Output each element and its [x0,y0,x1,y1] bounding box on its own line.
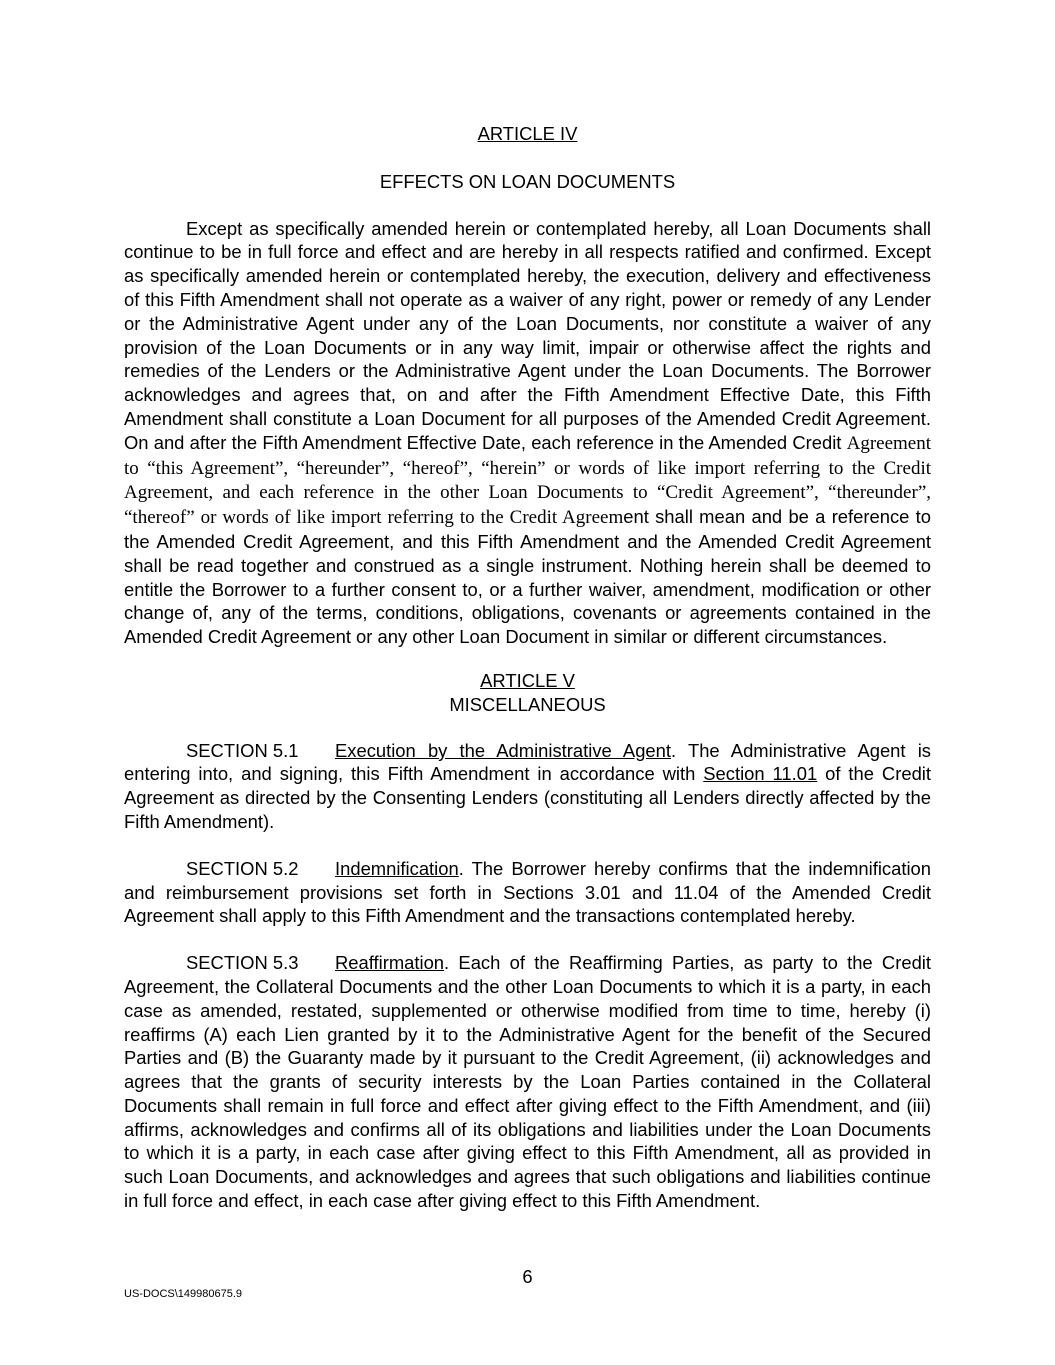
section-5-2-label: SECTION 5.2 [186,857,299,879]
section-5-3-heading: Reaffirmation [335,952,445,974]
article-v-title: ARTICLE V [480,669,575,691]
article-iv-paragraph [124,217,931,649]
section-5-1-text-a: . The Administrative Agent is entering into, and signing, this Fifth Amendment in accordance with [124,739,931,785]
article-iv-title: ARTICLE IV [477,123,578,144]
section-11-01-reference: Section 11.01 [703,763,818,785]
article-v-subtitle: MISCELLANEOUS [449,693,606,715]
section-5-2-text: . The Borrower hereby confirms that the indemnification and reimbursement provisions set forth in Sections 3.01 and 11.04 of the Amended Credit Agreement shall apply to this Fifth Amendment and the transactions contemplated hereby. [124,857,931,927]
section-5-2-heading: Indemnification [335,857,459,879]
section-5-1-heading: Execution by the Administrative Agent [335,739,671,761]
section-5-3-text: . Each of the Reaffirming Parties, as party to the Credit Agreement, the Collateral Documents and the other Loan Documents to which it is a party, in each case as amended, restated, supplemented or otherwise modified from time to time, hereby (i) reaffirms (A) each Lien granted by it to the Administrative Agent for the benefit of the Secured Parties and (B) the Guaranty made by it pursuant to the Credit Agreement, (ii) acknowledges and agrees that the grants of security interests by the Loan Parties contained in the Collateral Documents shall remain in full force and effect after giving effect to the Fifth Amendment, and (iii) affirms, acknowledges and confirms all of its obligations and liabilities under the Loan Documents to which it is a party, in each case after giving effect to this Fifth Amendment, all as provided in such Loan Documents, and acknowledges and agrees that such obligations and liabilities continue in full force and effect, in each case after giving effect to this Fifth Amendment. [124,952,931,1212]
article-iv-subtitle: EFFECTS ON LOAN DOCUMENTS [379,170,676,192]
page-number: 6 [522,1266,533,1287]
document-id: US-DOCS\149980675.9 [124,1288,243,1300]
article-iv-text-part1: Except as specifically amended herein or contemplated hereby, all Loan Documents shall continue to be in full force and effect and are hereby in all respects ratified and confirmed. Except as specifically amended herein or contemplated hereby, the execution, delivery and effectiveness of this Fifth Amendment shall not operate as a waiver of any right, power or remedy of any Lender or the Administrative Agent under any of the Loan Documents, nor constitute a waiver of any provision of the Loan Documents or in any way limit, impair or otherwise affect the rights and remedies of the Lenders or the Administrative Agent under the Loan Documents. The Borrower acknowledges and agrees that, on and after the Fifth Amendment Effective Date, this Fifth Amendment shall constitute a Loan Document for all purposes of the Amended Credit Agreement. On and after the Fifth Amendment Effective Date, each reference in the Amended Credit [124,217,931,453]
section-5-2-paragraph [124,857,931,928]
section-5-3-paragraph [124,951,931,1213]
section-5-1-text-b: of the Credit Agreement as directed by the Consenting Lenders (constituting all Lenders directly affected by the Fifth Amendment). [124,763,931,832]
article-iv-text-part3: ent shall mean and be a reference to the Amended Credit Agreement, and this Fifth Amendment and the Amended Credit Agreement shall be read together and construed as a single instrument. Nothing herein shall be deemed to entitle the Borrower to a further consent to, or a further waiver, amendment, modification or other change of, any of the terms, conditions, obligations, covenants or agreements contained in the Amended Credit Agreement or any other Loan Document in similar or different circumstances. [124,506,932,648]
section-5-3-label: SECTION 5.3 [186,952,299,974]
article-iv-text-part2: Agreement to “this Agreement”, “hereunder”, “hereof”, “herein” or words of like import referring to the Credit Agreement, and each reference in the other Loan Documents to “Credit Agreement”, “thereunder”, “thereof” or words of like import referring to the Credit Agreem [124,432,931,529]
section-5-1-label: SECTION 5.1 [186,739,299,761]
section-5-1-paragraph [124,739,931,834]
page-content [124,122,931,1213]
